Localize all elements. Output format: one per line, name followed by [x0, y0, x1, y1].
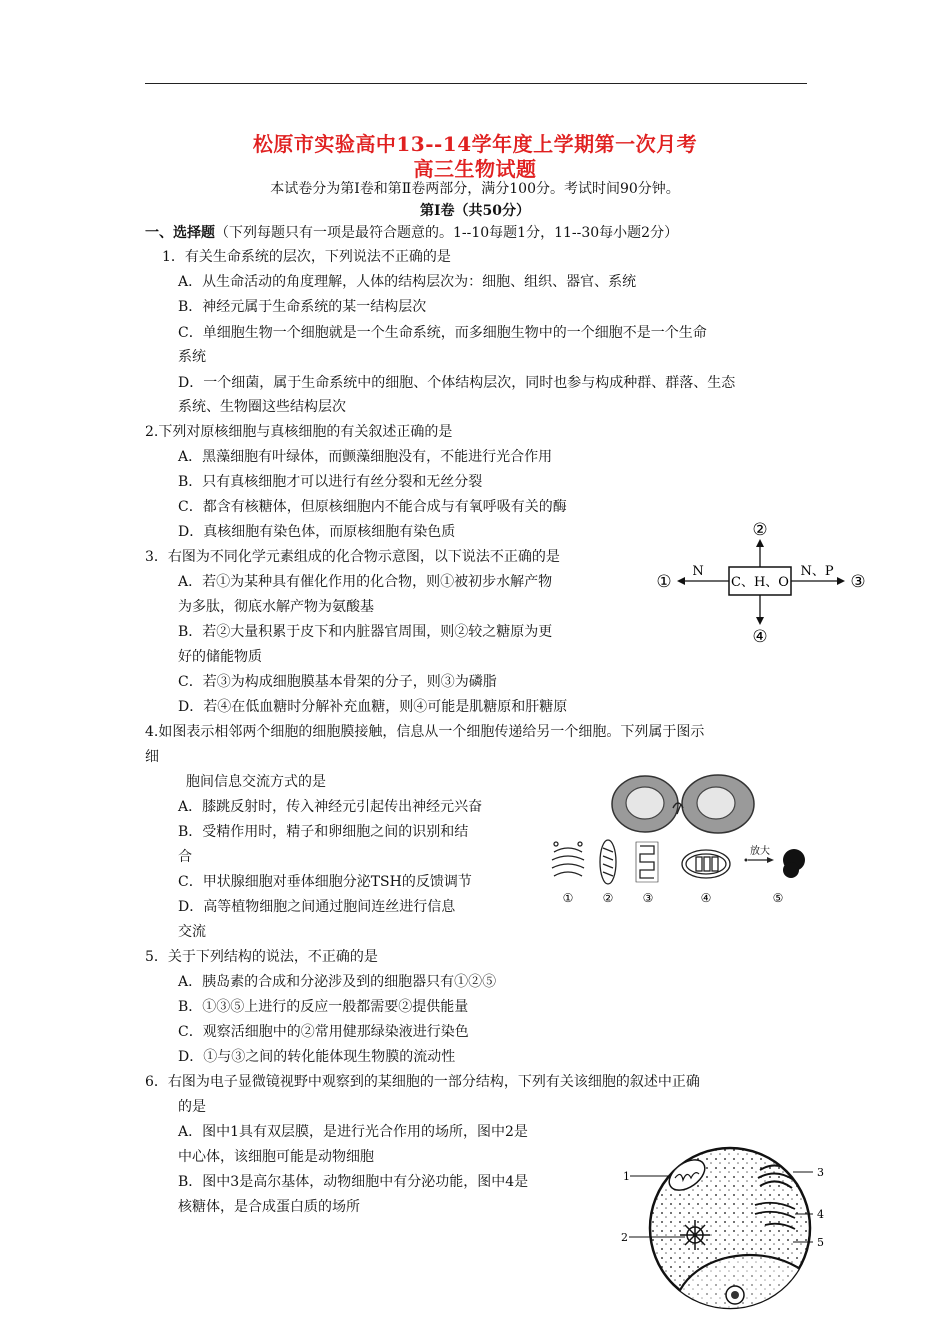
node-4: ④	[752, 627, 768, 647]
node-3: ③	[850, 572, 866, 592]
q4-stem-cont: 细	[145, 749, 159, 765]
q2-option-b: B．只有真核细胞才可以进行有丝分裂和无丝分裂	[178, 474, 483, 490]
em-cell-figure	[615, 1130, 835, 1330]
node-1: ①	[656, 572, 672, 592]
organelle-label-1: ①	[562, 891, 574, 905]
nucleus-left	[626, 787, 664, 819]
section-heading	[145, 222, 678, 244]
q3-option-a-cont: 为多肽，彻底水解产物为氨酸基	[178, 599, 374, 615]
organelle-er	[636, 842, 658, 882]
q1-option-d-cont: 系统、生物圈这些结构层次	[178, 399, 346, 415]
q4-option-c: C．甲状腺细胞对垂体细胞分泌TSH的反馈调节	[178, 874, 472, 890]
exam-intro: 本试卷分为第Ⅰ卷和第Ⅱ卷两部分，满分100分。考试时间90分钟。	[270, 181, 680, 197]
organelle-golgi	[552, 842, 584, 876]
q5-option-b: B．①③⑤上进行的反应一般都需要②提供能量	[178, 999, 469, 1015]
q2-option-a: A．黑藻细胞有叶绿体，而颤藻细胞没有，不能进行光合作用	[178, 449, 553, 465]
q4-option-d: D．高等植物细胞之间通过胞间连丝进行信息	[178, 899, 456, 915]
q4-option-d-cont: 交流	[178, 924, 206, 940]
center-label: C、H、O	[731, 575, 789, 590]
q6-stem-cont: 的是	[178, 1099, 206, 1115]
q3-option-b: B．若②大量积累于皮下和内脏器官周围，则②较之糖原为更	[178, 624, 553, 640]
struct-label-2: 2	[621, 1231, 628, 1244]
q5-option-a: A．胰岛素的合成和分泌涉及到的细胞器只有①②⑤	[178, 974, 497, 990]
organelle-label-2: ②	[602, 891, 614, 905]
organelle-chloroplast	[682, 850, 730, 878]
volume-heading: 第Ⅰ卷（共50分）	[419, 203, 531, 219]
q1-option-a: A．从生命活动的角度理解，人体的结构层次为：细胞、组织、器官、系统	[178, 274, 637, 290]
ribosome-small	[745, 859, 748, 862]
q4-option-b-cont: 合	[178, 849, 192, 865]
section-note: （下列每题只有一项是最符合题意的。1--10每题1分，11--30每小题2分）	[215, 225, 679, 241]
organelle-label-3: ③	[642, 891, 654, 905]
q1-option-d: D．一个细菌，属于生命系统中的细胞、个体结构层次，同时也参与构成种群、群落、生态	[178, 375, 736, 391]
section-label: 一、选择题	[145, 225, 215, 241]
q1-stem: 1．有关生命系统的层次，下列说法不正确的是	[162, 249, 451, 265]
struct-label-3: 3	[817, 1166, 824, 1179]
q4-option-a: A．膝跳反射时，传入神经元引起传出神经元兴奋	[178, 799, 483, 815]
q3-option-c: C．若③为构成细胞膜基本骨架的分子，则③为磷脂	[178, 674, 497, 690]
q2-option-c: C．都含有核糖体，但原核细胞内不能合成与有氧呼吸有关的酶	[178, 499, 567, 515]
q4-option-b: B．受精作用时，精子和卵细胞之间的识别和结	[178, 824, 469, 840]
organelle-label-5: ⑤	[772, 891, 784, 905]
header-rule	[145, 83, 807, 84]
adjacent-cells-figure	[605, 770, 765, 838]
organelle-mitochondrion	[600, 840, 616, 884]
left-label: N	[692, 564, 704, 579]
right-label: N、P	[800, 564, 834, 579]
exam-title: 松原市实验高中13--14学年度上学期第一次月考	[252, 132, 698, 156]
zoom-arrow-head	[767, 857, 774, 863]
q2-option-d: D．真核细胞有染色体，而原核细胞有染色质	[178, 524, 456, 540]
q3-option-d: D．若④在低血糖时分解补充血糖，则④可能是肌糖原和肝糖原	[178, 699, 568, 715]
organelle-label-4: ④	[700, 891, 712, 905]
q6-stem: 6．右图为电子显微镜视野中观察到的某细胞的一部分结构，下列有关该细胞的叙述中正确	[145, 1074, 700, 1090]
q5-option-d: D．①与③之间的转化能体现生物膜的流动性	[178, 1049, 456, 1065]
arrow-up-head	[756, 539, 764, 547]
zoom-label: 放大	[750, 846, 770, 857]
q6-option-a: A．图中1具有双层膜，是进行光合作用的场所，图中2是	[178, 1124, 528, 1140]
struct-label-4: 4	[817, 1208, 824, 1221]
q3-option-a: A．若①为某种具有催化作用的化合物，则①被初步水解产物	[178, 574, 553, 590]
struct-label-5: 5	[817, 1236, 824, 1249]
q4-stem-cont2: 胞间信息交流方式的是	[186, 774, 326, 790]
element-compound-diagram	[650, 515, 870, 650]
exam-subtitle: 高三生物试题	[413, 157, 537, 181]
node-2: ②	[752, 520, 768, 540]
q2-stem: 2.下列对原核细胞与真核细胞的有关叙述正确的是	[145, 424, 453, 440]
q1-option-c: C．单细胞生物一个细胞就是一个生命系统，而多细胞生物中的一个细胞不是一个生命	[178, 325, 707, 341]
q5-stem: 5．关于下列结构的说法，不正确的是	[145, 949, 378, 965]
q1-option-c-cont: 系统	[178, 349, 206, 365]
q5-option-c: C．观察活细胞中的②常用健那绿染液进行染色	[178, 1024, 469, 1040]
q6-option-a-cont: 中心体，该细胞可能是动物细胞	[178, 1149, 374, 1165]
nucleus-right	[697, 787, 735, 819]
q3-option-b-cont: 好的储能物质	[178, 649, 262, 665]
q6-option-b: B．图中3是高尔基体，动物细胞中有分泌功能，图中4是	[178, 1174, 529, 1190]
organelle-ribosome	[783, 849, 805, 878]
struct-label-1: 1	[623, 1170, 630, 1183]
q6-option-b-cont: 核糖体，是合成蛋白质的场所	[178, 1199, 360, 1215]
q4-stem: 4.如图表示相邻两个细胞的细胞膜接触，信息从一个细胞传递给另一个细胞。下列属于图示	[145, 724, 705, 740]
organelles-figure	[548, 832, 818, 912]
arrow-right-head	[837, 577, 845, 585]
arrow-down-head	[756, 617, 764, 625]
q3-stem: 3．右图为不同化学元素组成的化合物示意图，以下说法不正确的是	[145, 549, 560, 565]
q1-option-b: B．神经元属于生命系统的某一结构层次	[178, 299, 427, 315]
arrow-left-head	[677, 577, 685, 585]
